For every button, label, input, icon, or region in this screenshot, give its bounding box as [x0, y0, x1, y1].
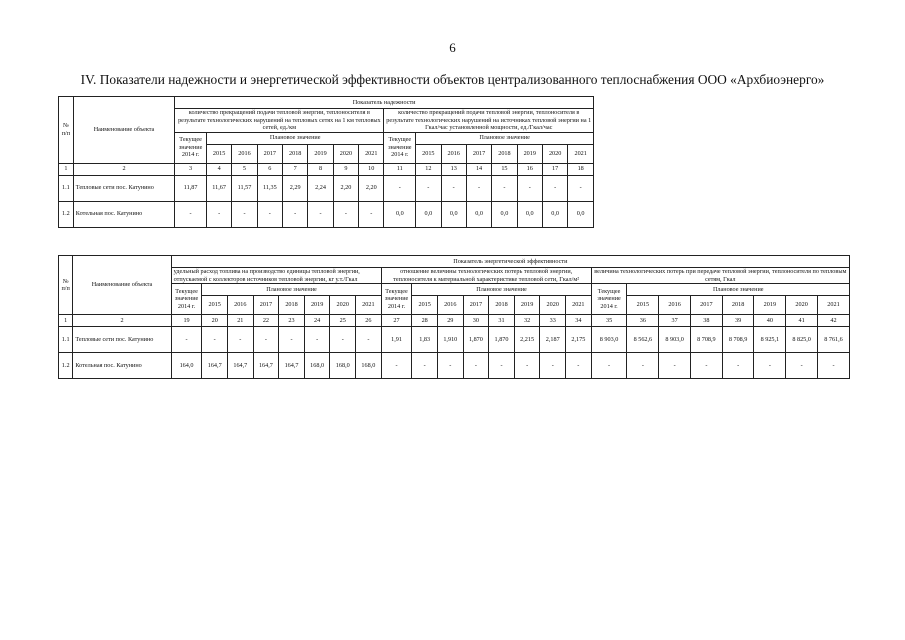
column-number: 5 [232, 163, 257, 175]
year-header: 2018 [283, 144, 308, 163]
year-header: 2021 [359, 144, 384, 163]
table-cell: 0,0 [568, 201, 594, 227]
table-cell: - [416, 175, 441, 201]
year-header: 2021 [356, 296, 382, 315]
table-cell: - [333, 201, 358, 227]
column-number: 12 [416, 163, 441, 175]
column-number: 36 [627, 315, 659, 327]
column-number: 38 [690, 315, 722, 327]
table-cell: - [279, 327, 305, 353]
row-number: 1.2 [59, 353, 73, 379]
row-name: Котельная пос. Катунино [73, 353, 171, 379]
table-cell: - [566, 353, 592, 379]
column-number: 2 [73, 163, 174, 175]
table-cell: - [659, 353, 691, 379]
row-name: Тепловые сети пос. Катунино [73, 327, 171, 353]
year-header: 2017 [690, 296, 722, 315]
column-number: 19 [171, 315, 202, 327]
column-number: 25 [330, 315, 356, 327]
column-number: 30 [463, 315, 489, 327]
table-cell: - [308, 201, 333, 227]
year-header: 2021 [568, 144, 594, 163]
section-heading: IV. Показатели надежности и энергетической эффективности объектов централизованного теплоснабжения ООО «Архбиоэнерго» [80, 72, 825, 87]
table-cell: 8 708,9 [722, 327, 754, 353]
column-number: 29 [437, 315, 463, 327]
column-number: 21 [228, 315, 254, 327]
table-cell: 2,187 [540, 327, 566, 353]
column-number: 40 [754, 315, 786, 327]
planned-value-header: Плановое значение [202, 284, 381, 296]
table-cell: 164,7 [253, 353, 279, 379]
year-header: 2017 [257, 144, 282, 163]
indicator-header: отношение величины технологических потерь тепловой энергии, теплоносителя к материальной характеристике тепловой сети, Гкал/м² [381, 268, 591, 284]
table-cell: - [175, 201, 207, 227]
column-number: 1 [59, 315, 73, 327]
table-cell: 1,870 [463, 327, 489, 353]
year-header: 2021 [817, 296, 849, 315]
column-number: 17 [542, 163, 567, 175]
year-header: 2018 [492, 144, 517, 163]
year-header: 2019 [517, 144, 542, 163]
table-cell: - [786, 353, 818, 379]
column-number: 41 [786, 315, 818, 327]
column-number: 27 [381, 315, 412, 327]
table-cell: - [283, 201, 308, 227]
indicator-header: количество прекращений подачи тепловой энергии, теплоносителя в результате технологических нарушений на источниках тепловой энергии на 1 Гкал/час установленной мощности, ед./Гкал/час [384, 109, 594, 133]
year-header: 2015 [416, 144, 441, 163]
table-cell: - [171, 327, 202, 353]
group-header: Показатель надежности [175, 97, 594, 109]
table-cell: - [412, 353, 438, 379]
table-cell: - [517, 175, 542, 201]
year-header: 2016 [232, 144, 257, 163]
table-cell: 2,20 [359, 175, 384, 201]
year-header: 2020 [542, 144, 567, 163]
column-number: 8 [308, 163, 333, 175]
table-cell: - [466, 175, 491, 201]
page-number: 6 [449, 40, 456, 55]
efficiency-table [58, 255, 850, 379]
column-number: 9 [333, 163, 358, 175]
table-row [59, 201, 594, 227]
indicator-header: величина технологических потерь при передаче тепловой энергии, теплоносителя по тепловым сетям, Гкал [591, 268, 849, 284]
year-header: 2018 [722, 296, 754, 315]
year-header: 2017 [463, 296, 489, 315]
table-cell: - [754, 353, 786, 379]
table-cell: 1,91 [381, 327, 412, 353]
table-cell: - [542, 175, 567, 201]
table-cell: 168,0 [356, 353, 382, 379]
table-cell: - [206, 201, 231, 227]
table-cell: 8 925,1 [754, 327, 786, 353]
year-header: 2016 [659, 296, 691, 315]
table-cell: - [690, 353, 722, 379]
column-number: 22 [253, 315, 279, 327]
year-header: 2017 [466, 144, 491, 163]
table-cell: - [228, 327, 254, 353]
table-cell: 0,0 [384, 201, 416, 227]
table-cell: 8 761,6 [817, 327, 849, 353]
year-header: 2020 [333, 144, 358, 163]
table-cell: 2,29 [283, 175, 308, 201]
column-number: 35 [591, 315, 627, 327]
year-header: 2016 [437, 296, 463, 315]
column-number: 16 [517, 163, 542, 175]
table-cell: - [591, 353, 627, 379]
row-number: 1.1 [59, 175, 74, 201]
year-header: 2018 [279, 296, 305, 315]
column-number: 20 [202, 315, 228, 327]
year-header: 2020 [540, 296, 566, 315]
column-number: 33 [540, 315, 566, 327]
column-number: 4 [206, 163, 231, 175]
table-cell: - [437, 353, 463, 379]
table-cell: - [441, 175, 466, 201]
table-row [59, 353, 850, 379]
current-value-header: Текущее значение 2014 г. [381, 284, 412, 315]
table-cell: - [257, 201, 282, 227]
column-number: 34 [566, 315, 592, 327]
table-cell: - [817, 353, 849, 379]
table-cell: - [722, 353, 754, 379]
table-cell: 0,0 [492, 201, 517, 227]
table-cell: - [202, 327, 228, 353]
table-cell: - [492, 175, 517, 201]
row-number: 1.1 [59, 327, 73, 353]
num-header: № п/п [59, 256, 73, 315]
table-cell: - [304, 327, 330, 353]
year-header: 2019 [304, 296, 330, 315]
table-cell: - [356, 327, 382, 353]
name-header: Наименование объекта [73, 97, 174, 164]
table-cell: - [330, 327, 356, 353]
current-value-header: Текущее значение 2014 г. [384, 132, 416, 163]
year-header: 2020 [786, 296, 818, 315]
year-header: 2019 [514, 296, 540, 315]
table-cell: 2,20 [333, 175, 358, 201]
table-cell: 2,215 [514, 327, 540, 353]
column-number: 2 [73, 315, 171, 327]
column-number: 10 [359, 163, 384, 175]
table-cell: 11,57 [232, 175, 257, 201]
name-header: Наименование объекта [73, 256, 171, 315]
column-number: 13 [441, 163, 466, 175]
table-cell: 8 903,0 [659, 327, 691, 353]
year-header: 2018 [489, 296, 515, 315]
table-cell: - [359, 201, 384, 227]
row-name: Котельная пос. Катунино [73, 201, 174, 227]
column-number: 6 [257, 163, 282, 175]
table-cell: - [540, 353, 566, 379]
year-header: 2020 [330, 296, 356, 315]
column-number: 26 [356, 315, 382, 327]
table-cell: - [489, 353, 515, 379]
table-cell: 11,67 [206, 175, 231, 201]
year-header: 2015 [206, 144, 231, 163]
column-number: 42 [817, 315, 849, 327]
table-cell: 0,0 [416, 201, 441, 227]
table-cell: 2,175 [566, 327, 592, 353]
column-number: 18 [568, 163, 594, 175]
column-number: 32 [514, 315, 540, 327]
num-header: № п/п [59, 97, 74, 164]
column-number: 11 [384, 163, 416, 175]
column-number: 28 [412, 315, 438, 327]
table-cell: 8 825,0 [786, 327, 818, 353]
column-number: 39 [722, 315, 754, 327]
planned-value-header: Плановое значение [206, 132, 384, 144]
table-cell: - [627, 353, 659, 379]
year-header: 2016 [228, 296, 254, 315]
table-cell: - [463, 353, 489, 379]
table-cell: 8 562,6 [627, 327, 659, 353]
year-header: 2015 [412, 296, 438, 315]
planned-value-header: Плановое значение [412, 284, 591, 296]
year-header: 2015 [202, 296, 228, 315]
year-header: 2015 [627, 296, 659, 315]
reliability-table [58, 96, 594, 228]
indicator-header: удельный расход топлива на производство единицы тепловой энергии, отпускаемой с коллекторов источников тепловой энергии, кг у.т./Гкал [171, 268, 381, 284]
current-value-header: Текущее значение 2014 г. [171, 284, 202, 315]
table-cell: 0,0 [517, 201, 542, 227]
table-cell: 1,83 [412, 327, 438, 353]
table-cell: 11,35 [257, 175, 282, 201]
column-number: 14 [466, 163, 491, 175]
column-number: 23 [279, 315, 305, 327]
table-cell: 2,24 [308, 175, 333, 201]
row-name: Тепловые сети пос. Катунино [73, 175, 174, 201]
column-number: 31 [489, 315, 515, 327]
column-number: 1 [59, 163, 74, 175]
group-header: Показатель энергетической эффективности [171, 256, 849, 268]
year-header: 2016 [441, 144, 466, 163]
column-number: 3 [175, 163, 207, 175]
planned-value-header: Плановое значение [416, 132, 594, 144]
table-cell: 164,0 [171, 353, 202, 379]
table-cell: 1,870 [489, 327, 515, 353]
column-number: 7 [283, 163, 308, 175]
current-value-header: Текущее значение 2014 г. [175, 132, 207, 163]
year-header: 2021 [566, 296, 592, 315]
table-cell: 164,7 [202, 353, 228, 379]
table-cell: 0,0 [466, 201, 491, 227]
year-header: 2017 [253, 296, 279, 315]
table-cell: - [253, 327, 279, 353]
table-cell: 164,7 [228, 353, 254, 379]
table-cell: 1,910 [437, 327, 463, 353]
column-number: 24 [304, 315, 330, 327]
planned-value-header: Плановое значение [627, 284, 850, 296]
table-cell: - [232, 201, 257, 227]
table-row [59, 175, 594, 201]
table-cell: 168,0 [330, 353, 356, 379]
row-number: 1.2 [59, 201, 74, 227]
table-cell: - [514, 353, 540, 379]
table-cell: 164,7 [279, 353, 305, 379]
table-row [59, 327, 850, 353]
table-cell: 11,87 [175, 175, 207, 201]
column-number: 37 [659, 315, 691, 327]
table-cell: - [568, 175, 594, 201]
table-cell: 0,0 [542, 201, 567, 227]
indicator-header: количество прекращений подачи тепловой энергии, теплоносителя в результате технологических нарушений на тепловых сетях на 1 км тепловых сетей, ед./км [175, 109, 384, 133]
table-cell: 168,0 [304, 353, 330, 379]
current-value-header: Текущее значение 2014 г. [591, 284, 627, 315]
table-cell: 8 708,9 [690, 327, 722, 353]
table-cell: - [381, 353, 412, 379]
year-header: 2019 [754, 296, 786, 315]
year-header: 2019 [308, 144, 333, 163]
table-cell: 0,0 [441, 201, 466, 227]
column-number: 15 [492, 163, 517, 175]
table-cell: - [384, 175, 416, 201]
table-cell: 8 903,0 [591, 327, 627, 353]
